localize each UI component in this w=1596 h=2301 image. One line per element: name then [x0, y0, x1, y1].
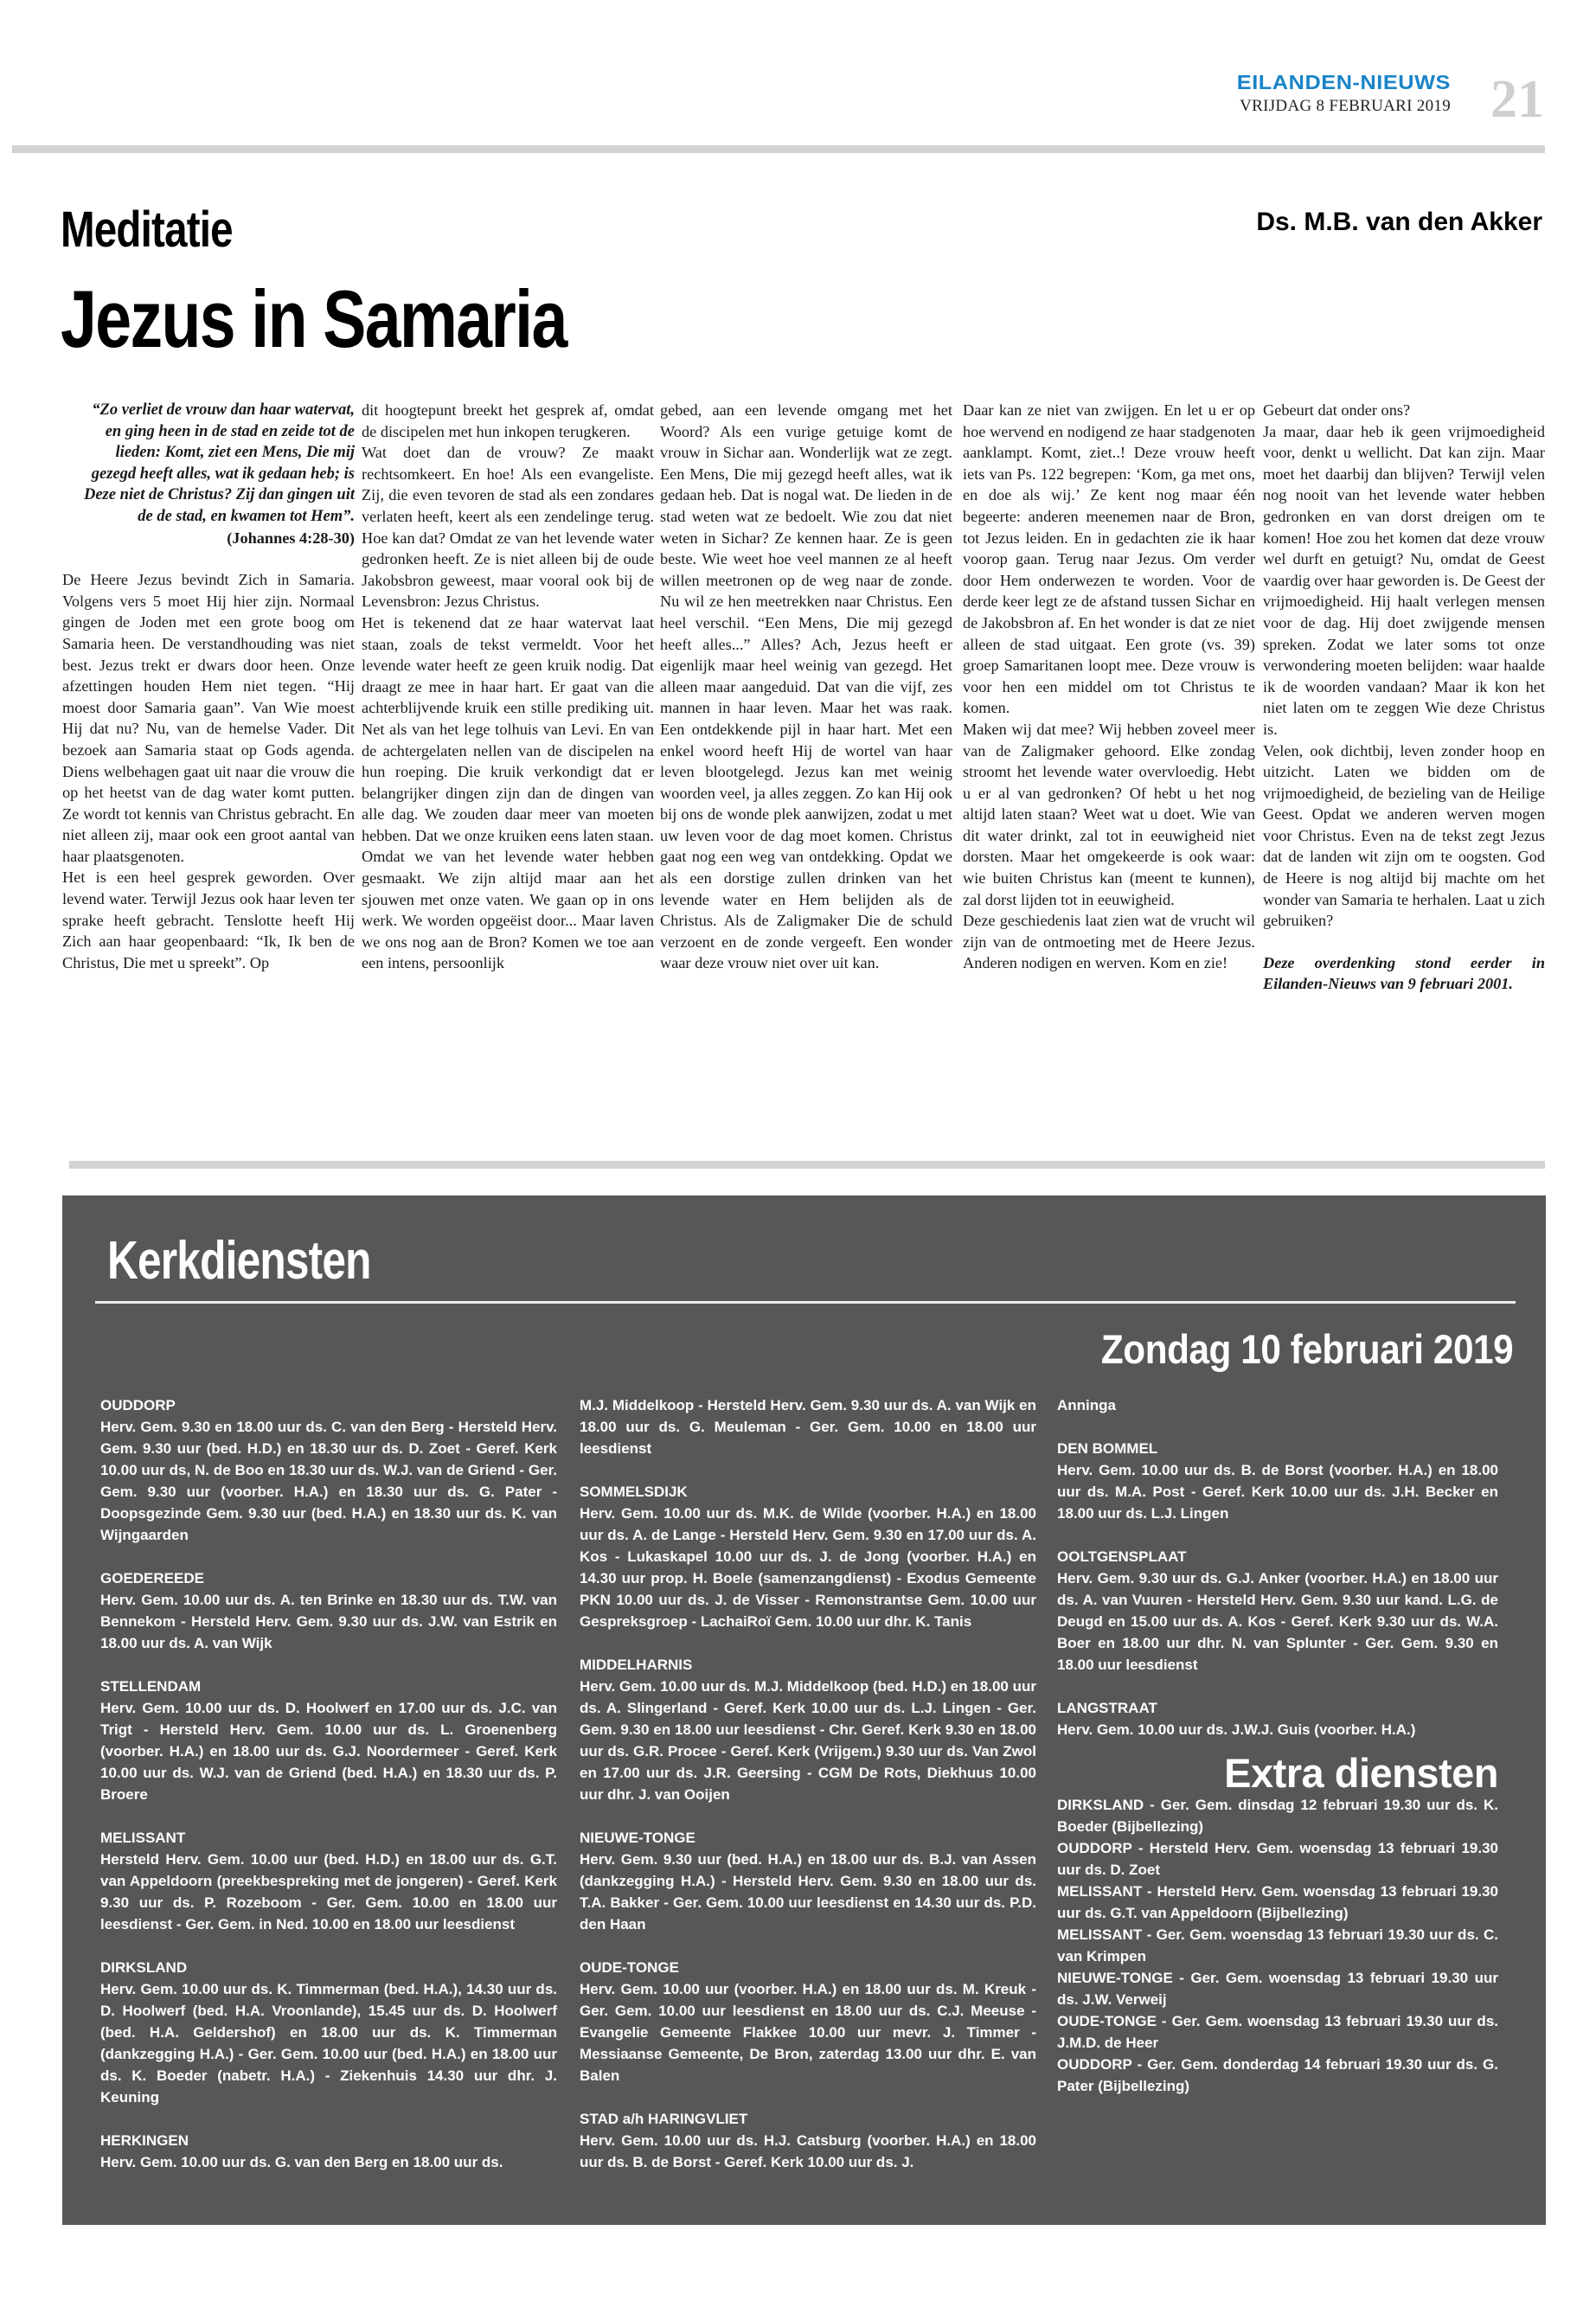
place-name: LANGSTRAAT — [1057, 1700, 1157, 1716]
issue-date: VRIJDAG 8 FEBRUARI 2019 — [1240, 97, 1451, 115]
place-name: HERKINGEN — [100, 2132, 189, 2149]
extra-services-list — [1057, 1794, 1498, 2097]
extra-service-item: NIEUWE-TONGE - Ger. Gem. woensdag 13 februari 19.30 uur ds. J.W. Verweij — [1057, 1970, 1498, 2008]
paragraph: gebed, aan een levende omgang met het Woord? Als een vurige getuige komt de vrouw in Sichar aan. Wonderlijk wat ze zegt. Een Mens, Die mij gezegd heeft alles, wat ik gedaan heb. Dat is nogal wat. De lieden in de stad weten wat ze bedoelt. Wie zou dat niet weten in Sichar? Ze kennen haar. Ze is geen beste. Wie weet hoe veel mannen ze al heeft willen meetronen op de weg naar de zonde. Nu wil ze hen meetrekken naar Christus. Een heel verschil. “Een Mens, Die mij gezegd heeft alles...” Alles? Ach, Jezus heeft er eigenlijk maar heel weinig van gezegd. Het alleen maar aangeduid. Dat van die vijf, zes mannen in haar leven. Maar het was raak. Een ontdekkende pijl in haar hart. Met een enkel woord heeft Hij de wortel van haar leven blootgelegd. Jezus kan met weinig woorden veel, ja alles zeggen. Zo kan Hij ook bij ons de wonde plek aanwijzen, zodat u met uw leven voor de dag moet komen. Christus gaat nog een weg van ontdekking. Opdat we als een dorstige zullen drinken van het levende water en Hem belijden als de Christus. Als de Zaligmaker Die de schuld verzoent en de zonde vergeeft. Een wonder waar deze vrouw niet over uit kan. — [660, 401, 952, 972]
paragraph: Velen, ook dichtbij, leven zonder hoop en uitzicht. Laten we bidden om de vrijmoedigheid, de bezieling van de Heilige Geest. Opdat we anderen werven mogen voor Christus. Even na de tekst zegt Jezus dat de landen wit zijn om te oogsten. God de Heere is nog altijd bij machte om het wonder van Samaria te herhalen. Laat u zich gebruiken? — [1263, 741, 1545, 930]
service-details: Herv. Gem. 10.00 uur ds. H.J. Catsburg (voorber. H.A.) en 18.00 uur ds. B. de Borst - Geref. Kerk 10.00 uur ds. J. — [580, 2132, 1036, 2170]
place-name: GOEDEREEDE — [100, 1570, 204, 1586]
masthead — [1146, 61, 1544, 130]
services-column-2 — [580, 1394, 1036, 2195]
article-column-3 — [660, 400, 952, 974]
top-divider — [12, 145, 1545, 153]
republication-note: Deze overdenking stond eerder in Eilanden-Nieuws van 9 februari 2001. — [1263, 953, 1545, 993]
bible-quote: “Zo verliet de vrouw dan haar watervat, en ging heen in de stad en zeide tot de lieden: Komt, ziet een Mens, Die mij gezegd heeft alles, wat ik gedaan heb; is Deze niet de Christus? Zij dan gingen uit de de stad, en kwamen tot Hem”. — [83, 401, 355, 525]
service-listing — [580, 1957, 1036, 2086]
place-name: OOLTGENSPLAAT — [1057, 1548, 1187, 1565]
service-listing — [1057, 1438, 1498, 1524]
article-body — [0, 400, 1596, 1144]
page-number: 21 — [1490, 70, 1544, 129]
article-column-5 — [1263, 400, 1545, 995]
place-name: STELLENDAM — [100, 1678, 202, 1695]
place-name: STAD a/h HARINGVLIET — [580, 2111, 748, 2127]
service-listing — [580, 1827, 1036, 1935]
services-column-1 — [100, 1394, 557, 2195]
service-details: Herv. Gem. 10.00 uur (voorber. H.A.) en 18.00 uur ds. M. Kreuk - Ger. Gem. 10.00 uur leesdienst en 18.00 uur ds. C.J. Meeuse - Evangelie Gemeente Flakkee 10.00 uur mevr. J. Timmer - Messiaanse Gemeente, De Bron, zaterdag 13.00 uur dhr. E. van Balen — [580, 1981, 1036, 2084]
paragraph: Wat doet dan de vrouw? Ze maakt rechtsomkeert. En hoe! Als een evangeliste. Zij, die even tevoren de stad als een zondares verlaten heeft, keert als een zendelinge terug. Hoe kan dat? Omdat ze van het levende water gedronken heeft. Ze is niet alleen bij de oude Jakobsbron geweest, maar vooral ook bij de Levensbron: Jezus Christus. — [362, 444, 654, 611]
section-divider — [69, 1161, 1545, 1169]
paragraph: Ja maar, daar heb ik geen vrijmoedigheid voor, denkt u wellicht. Dat kan zijn. Maar moet het daarbij dan blijven? Terwijl velen nog nooit van het levende water hebben gedronken en van dorst dreigen om te komen! Hoe zou het komen dat deze vrouw wel durft en getuigt? Nu, omdat de Geest vaardig over haar geworden is. De Geest der vrijmoedigheid. Hij haalt verlegen mensen voor de dag. Hij doet zwijgende mensen spreken. Zodat we later soms tot onze verwondering moeten belijden: waar haalde ik de woorden vandaan? Maar ik kon het niet laten om te zeggen Wie deze Christus is. — [1263, 422, 1545, 738]
paragraph: Daar kan ze niet van zwijgen. En let u er op hoe wervend en nodigend ze haar stadgenoten aanklampt. Komt, ziet..! Deze vrouw heeft iets van Ps. 122 begrepen: ‘Kom, ga met ons, en doe als wij.’ Ze kent nog maar één begeerte: anderen meenemen naar de Bron, tot Jezus leiden. En in gedachten zie ik haar voorop gaan. Terug naar Jezus. Om verder door Hem onderwezen te worden. Voor de derde keer legt ze de afstand tussen Sichar en de Jakobsbron af. En het wonder is dat ze niet alleen de stad uitgaat. Een grote (vs. 39) groep Samaritanen loopt mee. Deze vrouw is voor hen een middel om tot Christus te komen. — [963, 401, 1255, 717]
service-details: Herv. Gem. 10.00 uur ds. D. Hoolwerf en 17.00 uur ds. J.C. van Trigt - Hersteld Herv. Gem. 10.00 uur ds. L. Groenenberg (voorber. H.A.) en 18.00 uur ds. G.J. Noordermeer - Geref. Kerk 10.00 uur ds. W.J. van de Griend (bed. H.A.) en 18.30 uur ds. P. Broere — [100, 1700, 557, 1803]
paragraph: De Heere Jezus bevindt Zich in Samaria. Volgens vers 5 moet Hij hier zijn. Normaal gingen de Joden met een grote boog om Samaria heen. De verstandhouding was niet best. Jezus trekt er dwars door heen. Onze afzettingen houden Hem niet tegen. “Hij moest door Samaria gaan”. Van Wie moest Hij dat nu? Nu, van de hemelse Vader. Dit bezoek aan Samaria staat op Gods agenda. Diens welbehagen gaat uit naar die vrouw die op het heetst van de dag water komt putten. Ze wordt tot kennis van Christus gebracht. En niet alleen zij, maar ook een groot aantal van haar plaatsgenoten. — [62, 571, 355, 865]
service-details: Herv. Gem. 9.30 uur ds. G.J. Anker (voorber. H.A.) en 18.00 uur ds. A. van Vuuren - Hersteld Herv. Gem. 9.30 uur kand. L.G. de Deugd en 15.00 uur ds. A. Kos - Geref. Kerk 9.30 uur ds. W.A. Boer en 18.00 uur dhr. N. van Splunter - Ger. Gem. 9.30 en 18.00 uur leesdienst — [1057, 1570, 1498, 1673]
paragraph: dit hoogtepunt breekt het gesprek af, omdat de discipelen met hun inkopen terugkeren. — [362, 401, 654, 440]
newspaper-logo: EILANDEN-NIEUWS — [1236, 71, 1451, 93]
article-column-2 — [362, 400, 654, 974]
extra-service-item: OUDE-TONGE - Ger. Gem. woensdag 13 februari 19.30 uur ds. J.M.D. de Heer — [1057, 2013, 1498, 2051]
place-name: OUDE-TONGE — [580, 1959, 679, 1976]
service-details: Anninga — [1057, 1397, 1116, 1413]
service-listing — [580, 2108, 1036, 2173]
title-underline — [95, 1301, 1516, 1304]
service-listing — [100, 1567, 557, 1654]
paragraph: Maken wij dat mee? Wij hebben zoveel meer van de Zaligmaker gehoord. Elke zondag stroomt het levende water overvloedig. Hebt u er al van gedronken? Of hebt u het nog altijd laten staan? Weet wat u doet. Wie van dit water drinkt, zal tot in eeuwigheid niet dorsten. Maar het omgekeerde is ook waar: wie buiten Christus kan (meent te kunnen), zal dorst lijden tot in eeuwigheid. — [963, 720, 1255, 908]
extra-service-item: MELISSANT - Ger. Gem. woensdag 13 februari 19.30 uur ds. C. van Krimpen — [1057, 1926, 1498, 1965]
article-headline: Jezus in Samaria — [61, 273, 567, 364]
extra-service-item: MELISSANT - Hersteld Herv. Gem. woensdag 13 februari 19.30 uur ds. G.T. van Appeldoorn (Bijbellezing) — [1057, 1883, 1498, 1921]
section-kicker: Meditatie — [61, 202, 233, 258]
place-name: OUDDORP — [100, 1397, 176, 1413]
extra-service-item: DIRKSLAND - Ger. Gem. dinsdag 12 februari 19.30 uur ds. K. Boeder (Bijbellezing) — [1057, 1797, 1498, 1835]
service-details: M.J. Middelkoop - Hersteld Herv. Gem. 9.30 uur ds. A. van Wijk en 18.00 uur ds. G. Meuleman - Ger. Gem. 10.00 en 18.00 uur leesdienst — [580, 1397, 1036, 1457]
place-name: MIDDELHARNIS — [580, 1657, 693, 1673]
service-details: Herv. Gem. 9.30 uur (bed. H.A.) en 18.00 uur ds. B.J. van Assen (dankzegging H.A.) - Hersteld Herv. Gem. 9.30 en 18.00 uur ds. T.A. Bakker - Ger. Gem. 10.00 uur leesdienst en 14.30 uur ds. P.D. den Haan — [580, 1851, 1036, 1932]
service-details: Herv. Gem. 10.00 uur ds. A. ten Brinke en 18.30 uur ds. T.W. van Bennekom - Hersteld Herv. Gem. 9.30 uur ds. J.W. van Estrik en 18.00 uur ds. A. van Wijk — [100, 1592, 557, 1651]
paragraph: Deze geschiedenis laat zien wat de vrucht wil zijn van de ontmoeting met de Heere Jezus. Anderen nodigen en werven. Kom en zie! — [963, 912, 1255, 972]
extra-services-title: Extra diensten — [1224, 1750, 1498, 1796]
services-date: Zondag 10 februari 2019 — [1100, 1326, 1513, 1372]
article-column-1 — [62, 400, 355, 973]
paragraph: Gebeurt dat onder ons? — [1263, 401, 1411, 419]
extra-service-item: OUDDORP - Ger. Gem. donderdag 14 februari 19.30 uur ds. G. Pater (Bijbellezing) — [1057, 2056, 1498, 2094]
service-listing — [100, 1394, 557, 1546]
service-details: Herv. Gem. 10.00 uur ds. K. Timmerman (bed. H.A.), 14.30 uur ds. D. Hoolwerf (bed. H.A. Vroonlande), 15.45 uur ds. D. Hoolwerf (bed. H.A. Geldershof) en 18.00 uur ds. K. Timmerman (dankzegging H.A.) - Ger. Gem. 10.00 uur (bed. H.A.) en 18.00 uur ds. K. Boeder (nabetr. H.A.) - Ziekenhuis 14.30 uur dhr. J. Keuning — [100, 1981, 557, 2106]
church-services-box — [62, 1195, 1546, 2225]
service-listing — [1057, 1394, 1498, 1416]
service-listing — [100, 2130, 557, 2173]
service-listing — [100, 1827, 557, 1935]
extra-service-item: OUDDORP - Hersteld Herv. Gem. woensdag 13 februari 19.30 uur ds. D. Zoet — [1057, 1840, 1498, 1878]
service-listing — [100, 1676, 557, 1805]
service-listing — [580, 1394, 1036, 1459]
place-name: MELISSANT — [100, 1830, 186, 1846]
service-listing — [580, 1481, 1036, 1632]
service-details: Herv. Gem. 10.00 uur ds. B. de Borst (voorber. H.A.) en 18.00 uur ds. M.A. Post - Geref. Kerk 10.00 uur ds. J.H. Becker en 18.00 uur ds. L.J. Lingen — [1057, 1462, 1498, 1522]
article-column-4 — [963, 400, 1255, 974]
service-details: Hersteld Herv. Gem. 10.00 uur (bed. H.D.) en 18.00 uur ds. G.T. van Appeldoorn (preekbespreking met de jongeren) - Geref. Kerk 9.30 uur ds. P. Rozeboom - Ger. Gem. 10.00 en 18.00 uur leesdienst - Ger. Gem. in Ned. 10.00 en 18.00 uur leesdienst — [100, 1851, 557, 1932]
church-services-title: Kerkdiensten — [107, 1231, 371, 1291]
service-listing — [580, 1654, 1036, 1805]
place-name: NIEUWE-TONGE — [580, 1830, 695, 1846]
service-listing — [100, 1957, 557, 2108]
bible-reference: (Johannes 4:28-30) — [227, 529, 355, 547]
service-details: Herv. Gem. 10.00 uur ds. M.J. Middelkoop (bed. H.D.) en 18.00 uur ds. A. Slingerland - Geref. Kerk 10.00 uur ds. L.J. Lingen - Ger. Gem. 9.30 en 18.00 uur leesdienst - Chr. Geref. Kerk 9.30 en 18.00 uur ds. G.R. Procee - Geref. Kerk (Vrijgem.) 9.30 uur ds. Van Zwol en 17.00 uur ds. J.R. Geersing - CGM De Rots, Diekhuus 10.00 uur dhr. J. van Ooijen — [580, 1678, 1036, 1803]
service-details: Herv. Gem. 10.00 uur ds. G. van den Berg en 18.00 uur ds. — [100, 2154, 503, 2170]
service-details: Herv. Gem. 9.30 en 18.00 uur ds. C. van den Berg - Hersteld Herv. Gem. 9.30 uur (bed. H.D.) en 18.30 uur ds. D. Zoet - Geref. Kerk 10.00 uur ds, N. de Boo en 18.30 uur ds. W.J. van de Griend - Ger. Gem. 9.30 uur (voorber. H.A.) en 18.30 uur ds. G. Pater - Doopsgezinde Gem. 9.30 uur (bed. H.A.) en 18.30 uur ds. K. van Wijngaarden — [100, 1419, 557, 1543]
paragraph: Het is een heel gesprek geworden. Over levend water. Terwijl Jezus ook haar leven ter sprake heeft gebracht. Tenslotte heeft Hij Zich aan haar geopenbaard: “Ik, Ik ben de Christus, Die met u spreekt”. Op — [62, 868, 355, 971]
services-column-3 — [1057, 1394, 1498, 2097]
service-details: Herv. Gem. 10.00 uur ds. M.K. de Wilde (voorber. H.A.) en 18.00 uur ds. A. de Lange - Hersteld Herv. Gem. 9.30 en 17.00 uur ds. A. Kos - Lukaskapel 10.00 uur ds. J. de Jong (voorber. H.A.) en 14.30 uur prop. H. Boele (samenzangdienst) - Exodus Gemeente PKN 10.00 uur ds. J. de Visser - Remonstrantse Gem. 10.00 uur Gespreksgroep - LachaiRoï Gem. 10.00 uur dhr. K. Tanis — [580, 1505, 1036, 1630]
article-author: Ds. M.B. van den Akker — [1256, 208, 1542, 236]
paragraph: Het is tekenend dat ze haar watervat laat staan, zoals de tekst vermeldt. Voor het levende water heeft ze geen kruik nodig. Dat draagt ze mee in haar hart. Er gaat van die achterblijvende kruik een stille prediking uit. Net als van het lege tolhuis van Levi. En van de achtergelaten nellen van de discipelen na hun roeping. Die kruik verkondigt dat er belangrijker dingen zijn dan de dingen van alle dag. We zouden daar meer van moeten hebben. Dat we onze kruiken eens laten staan. Omdat we van het levende water hebben gesmaakt. We zijn altijd maar aan het sjouwen met onze vaten. We gaan op in ons werk. We worden opgeëist door... Maar laven we ons nog aan de Bron? Komen we toe aan een intens, persoonlijk — [362, 613, 654, 972]
service-listing — [1057, 1546, 1498, 1676]
place-name: DIRKSLAND — [100, 1959, 188, 1976]
place-name: DEN BOMMEL — [1057, 1440, 1158, 1457]
service-listing — [1057, 1697, 1498, 1740]
service-details: Herv. Gem. 10.00 uur ds. J.W.J. Guis (voorber. H.A.) — [1057, 1721, 1416, 1738]
services-column-3-list — [1057, 1394, 1498, 1740]
place-name: SOMMELSDIJK — [580, 1484, 688, 1500]
